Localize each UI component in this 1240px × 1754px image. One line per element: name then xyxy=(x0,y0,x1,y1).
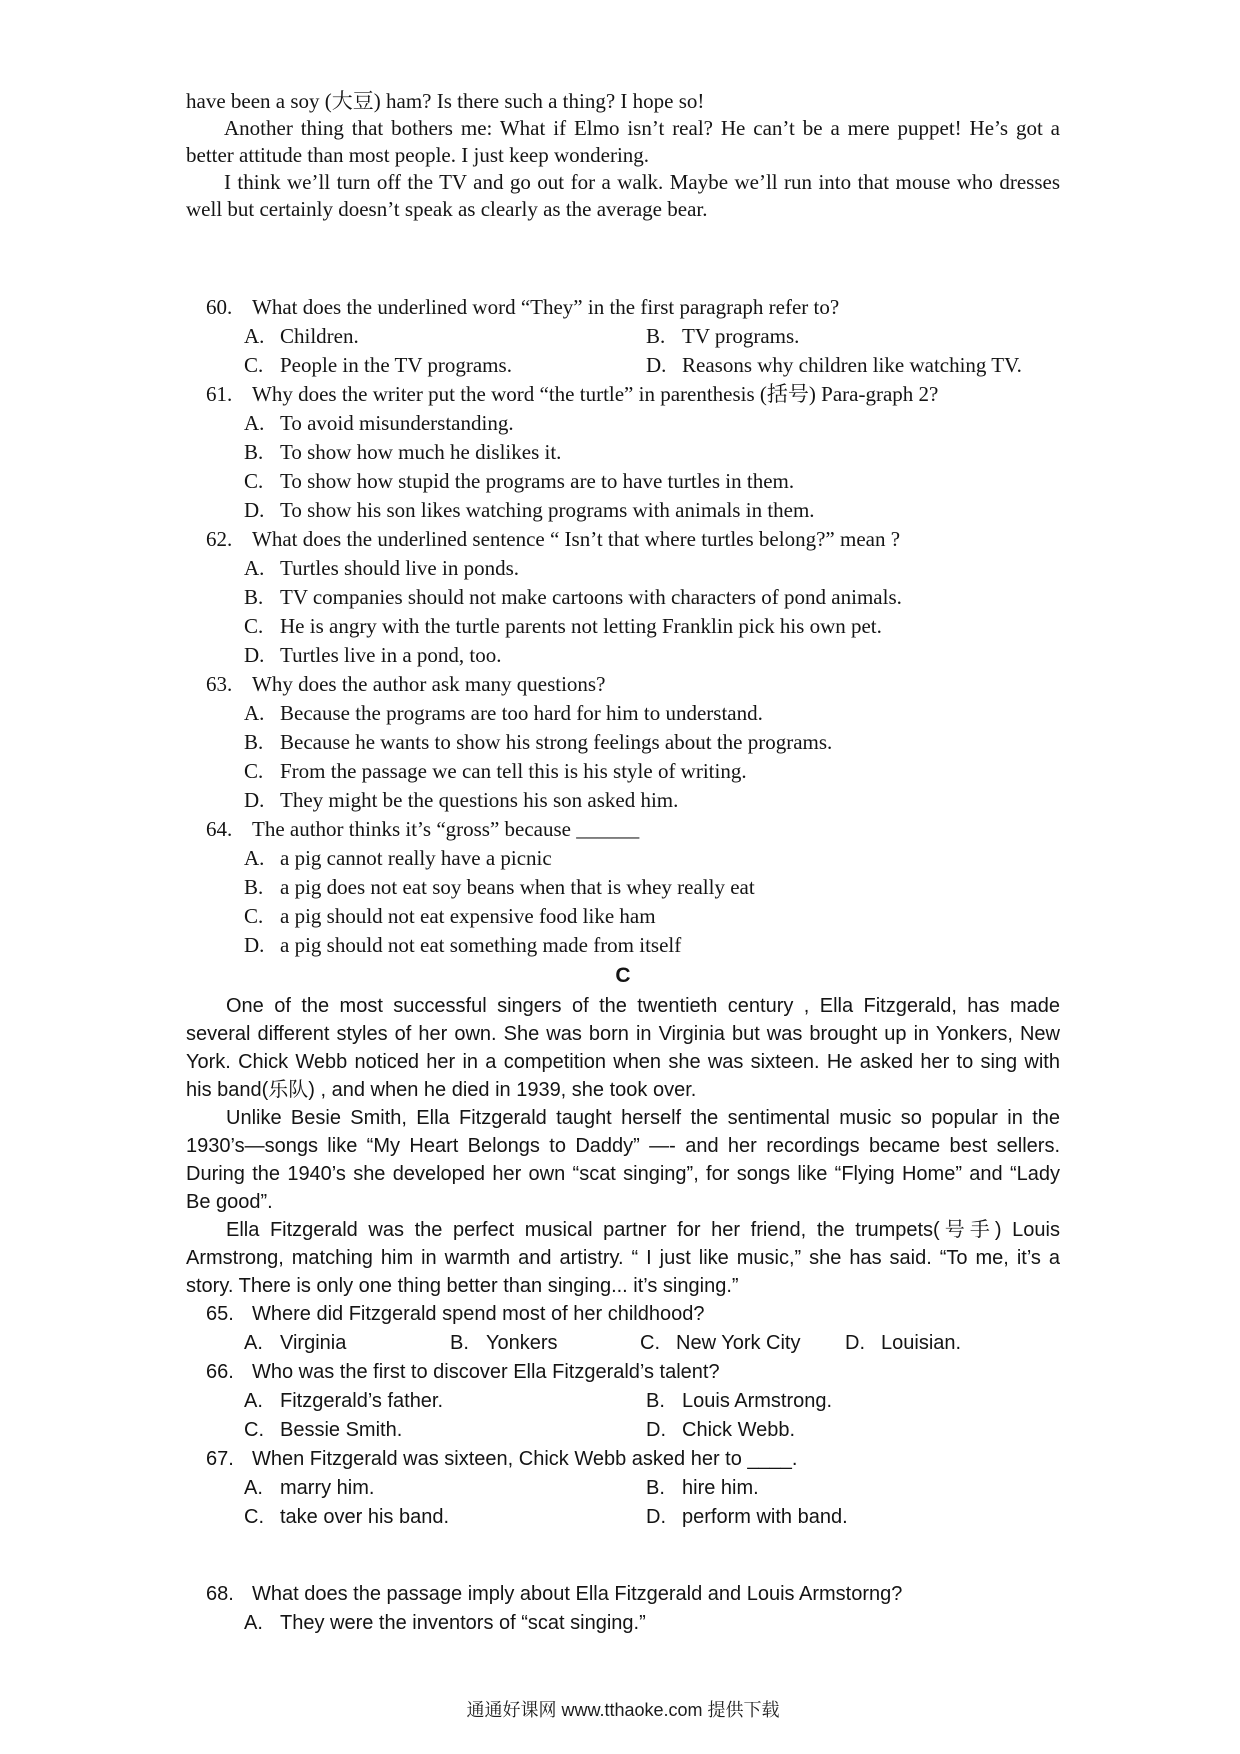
option-62-B xyxy=(244,583,902,612)
option-label: C. xyxy=(244,469,264,493)
option-label: D. xyxy=(244,933,265,957)
option-text: Virginia xyxy=(280,1332,347,1354)
option-label: D. xyxy=(244,498,265,522)
option-text: take over his band. xyxy=(280,1506,449,1528)
option-66-C xyxy=(244,1416,646,1445)
option-label: B. xyxy=(646,324,666,348)
option-label: A. xyxy=(244,324,265,348)
question-68 xyxy=(186,1580,1060,1638)
option-label: D. xyxy=(646,353,667,377)
option-label: B. xyxy=(244,440,264,464)
option-text: hire him. xyxy=(682,1477,759,1499)
option-66-B xyxy=(646,1387,1060,1416)
option-67-D xyxy=(646,1503,1060,1532)
passage-b-end xyxy=(186,88,1060,223)
option-65-A xyxy=(244,1329,450,1358)
option-label: C. xyxy=(244,353,264,377)
question-number: 67. xyxy=(206,1448,234,1470)
option-60-D xyxy=(646,351,1060,380)
passage-c-paragraph-3: Ella Fitzgerald was the perfect musical partner for her friend, the trumpets(号手) Louis Armstrong, matching him in warmth and artistry. “ I just like music,” she has said. “To me, it’s a story. There is only one thing better than singing... it’s singing.” xyxy=(186,1219,1060,1297)
question-text: What does the underlined sentence “ Isn’t that where turtles belong?” mean ? xyxy=(252,527,901,551)
option-text: Children. xyxy=(280,324,359,348)
option-label: D. xyxy=(646,1506,666,1528)
option-label: D. xyxy=(244,643,265,667)
option-label: B. xyxy=(244,585,264,609)
option-label: B. xyxy=(244,875,264,899)
document-page xyxy=(186,88,1060,1722)
option-60-B xyxy=(646,322,1060,351)
question-60 xyxy=(186,293,1060,380)
option-label: C. xyxy=(244,759,264,783)
option-63-D xyxy=(244,786,678,815)
question-61 xyxy=(186,380,1060,525)
option-66-D xyxy=(646,1416,1060,1445)
option-label: A. xyxy=(244,556,265,580)
option-label: C. xyxy=(244,904,264,928)
option-68-A xyxy=(244,1609,646,1638)
option-text: marry him. xyxy=(280,1477,375,1499)
option-label: D. xyxy=(845,1332,865,1354)
option-61-A xyxy=(244,409,514,438)
question-number: 65. xyxy=(206,1303,234,1325)
page-footer-watermark: 通通好课网 www.tthaoke.com 提供下载 xyxy=(466,1700,780,1720)
option-label: B. xyxy=(244,730,264,754)
option-text: Reasons why children like watching TV. xyxy=(682,353,1022,377)
option-label: D. xyxy=(244,788,265,812)
question-63 xyxy=(186,670,1060,815)
passage-b-paragraph-3: I think we’ll turn off the TV and go out for a walk. Maybe we’ll run into that mouse who dresses well but certainly doesn’t speak as clearly as the average bear. xyxy=(186,170,1060,221)
question-number: 68. xyxy=(206,1583,234,1605)
option-65-C xyxy=(640,1329,845,1358)
option-text: To avoid misunderstanding. xyxy=(280,411,514,435)
question-66 xyxy=(186,1358,1060,1445)
option-text: a pig does not eat soy beans when that is whey really eat xyxy=(280,875,755,899)
question-text: When Fitzgerald was sixteen, Chick Webb asked her to ____. xyxy=(252,1448,798,1470)
option-text: a pig should not eat expensive food like ham xyxy=(280,904,656,928)
question-text: What does the passage imply about Ella Fitzgerald and Louis Armstorng? xyxy=(252,1583,903,1605)
question-number: 62. xyxy=(206,527,233,551)
option-61-B xyxy=(244,438,561,467)
option-64-B xyxy=(244,873,755,902)
option-text: He is angry with the turtle parents not letting Franklin pick his own pet. xyxy=(280,614,882,638)
passage-b-paragraph-1: have been a soy (大豆) ham? Is there such a thing? I hope so! xyxy=(186,89,705,113)
option-text: People in the TV programs. xyxy=(280,353,512,377)
question-number: 66. xyxy=(206,1361,234,1383)
option-text: Turtles live in a pond, too. xyxy=(280,643,502,667)
option-label: B. xyxy=(646,1477,665,1499)
option-63-A xyxy=(244,699,763,728)
option-61-C xyxy=(244,467,794,496)
option-66-A xyxy=(244,1387,646,1416)
question-text: Where did Fitzgerald spend most of her childhood? xyxy=(252,1303,705,1325)
option-text: From the passage we can tell this is his style of writing. xyxy=(280,759,747,783)
option-65-B xyxy=(450,1329,640,1358)
option-64-D xyxy=(244,931,681,960)
option-64-C xyxy=(244,902,656,931)
option-65-D xyxy=(845,1329,1060,1358)
option-label: A. xyxy=(244,1612,263,1634)
option-67-C xyxy=(244,1503,646,1532)
option-text: perform with band. xyxy=(682,1506,848,1528)
question-number: 63. xyxy=(206,672,233,696)
option-62-A xyxy=(244,554,519,583)
question-text: Why does the author ask many questions? xyxy=(252,672,606,696)
section-c-heading: C xyxy=(615,964,631,987)
passage-c xyxy=(186,992,1060,1300)
option-text: They were the inventors of “scat singing.” xyxy=(280,1612,646,1634)
questions-60-64 xyxy=(186,293,1060,960)
question-text: Who was the first to discover Ella Fitzgerald’s talent? xyxy=(252,1361,720,1383)
question-67 xyxy=(186,1445,1060,1532)
option-text: Because he wants to show his strong feelings about the programs. xyxy=(280,730,833,754)
option-label: C. xyxy=(244,1419,264,1441)
option-63-B xyxy=(244,728,832,757)
option-text: To show how stupid the programs are to have turtles in them. xyxy=(280,469,795,493)
question-62 xyxy=(186,525,1060,670)
option-text: a pig cannot really have a picnic xyxy=(280,846,552,870)
option-text: Turtles should live in ponds. xyxy=(280,556,519,580)
option-text: TV companies should not make cartoons with characters of pond animals. xyxy=(280,585,902,609)
option-text: To show how much he dislikes it. xyxy=(280,440,562,464)
option-label: C. xyxy=(244,1506,264,1528)
option-text: Chick Webb. xyxy=(682,1419,796,1441)
question-text: The author thinks it’s “gross” because ______ xyxy=(252,817,640,841)
questions-65-68 xyxy=(186,1300,1060,1638)
option-label: A. xyxy=(244,1390,263,1412)
option-text: They might be the questions his son asked him. xyxy=(280,788,679,812)
question-text: What does the underlined word “They” in the first paragraph refer to? xyxy=(252,295,840,319)
option-text: Bessie Smith. xyxy=(280,1419,403,1441)
option-label: B. xyxy=(646,1390,665,1412)
question-number: 60. xyxy=(206,295,233,319)
option-text: Yonkers xyxy=(486,1332,558,1354)
option-label: A. xyxy=(244,846,265,870)
option-label: C. xyxy=(640,1332,660,1354)
option-label: B. xyxy=(450,1332,469,1354)
option-text: New York City xyxy=(676,1332,801,1354)
question-64 xyxy=(186,815,1060,960)
question-number: 64. xyxy=(206,817,233,841)
passage-b-paragraph-2: Another thing that bothers me: What if Elmo isn’t real? He can’t be a mere puppet! He’s got a better attitude than most people. I just keep wondering. xyxy=(186,116,1060,167)
option-63-C xyxy=(244,757,747,786)
option-label: A. xyxy=(244,701,265,725)
question-65 xyxy=(186,1300,1060,1358)
option-67-A xyxy=(244,1474,646,1503)
option-60-C xyxy=(244,351,646,380)
option-text: Louisian. xyxy=(881,1332,962,1354)
option-62-D xyxy=(244,641,501,670)
option-text: Because the programs are too hard for him to understand. xyxy=(280,701,763,725)
option-60-A xyxy=(244,322,646,351)
option-label: A. xyxy=(244,1477,263,1499)
passage-c-paragraph-1: One of the most successful singers of the twentieth century , Ella Fitzgerald, has made several different styles of her own. She was born in Virginia but was brought up in Yonkers, New York. Chick Webb noticed her in a competition when she was sixteen. He asked her to sing with his band(乐队) , and when he died in 1939, she took over. xyxy=(186,995,1060,1101)
option-64-A xyxy=(244,844,552,873)
option-text: Louis Armstrong. xyxy=(682,1390,833,1412)
option-label: D. xyxy=(646,1419,666,1441)
option-text: TV programs. xyxy=(682,324,800,348)
option-label: A. xyxy=(244,1332,263,1354)
option-text: Fitzgerald’s father. xyxy=(280,1390,444,1412)
option-label: C. xyxy=(244,614,264,638)
passage-c-paragraph-2: Unlike Besie Smith, Ella Fitzgerald taught herself the sentimental music so popular in the 1930’s—songs like “My Heart Belongs to Daddy” —- and her recordings became best sellers. During the 1940’s she developed her own “scat singing”, for songs like “Flying Home” and “Lady Be good”. xyxy=(186,1107,1060,1213)
option-67-B xyxy=(646,1474,1060,1503)
question-text: Why does the writer put the word “the turtle” in parenthesis (括号) Para-graph 2? xyxy=(252,382,939,406)
option-text: To show his son likes watching programs with animals in them. xyxy=(280,498,815,522)
option-label: A. xyxy=(244,411,265,435)
option-text: a pig should not eat something made from itself xyxy=(280,933,682,957)
question-number: 61. xyxy=(206,382,233,406)
option-62-C xyxy=(244,612,882,641)
option-61-D xyxy=(244,496,815,525)
